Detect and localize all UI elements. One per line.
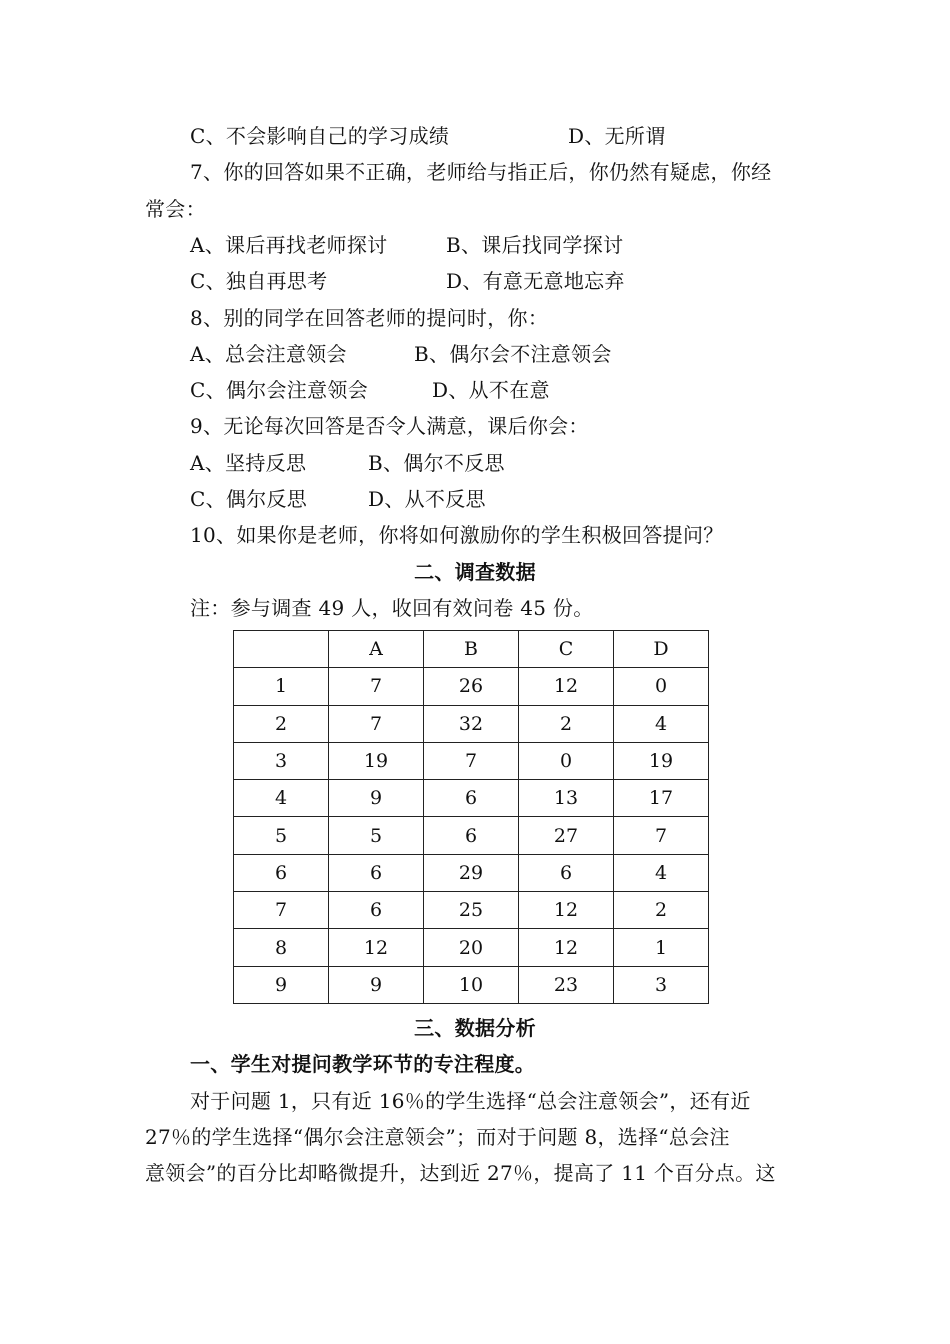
paragraph-line: 对于问题 1，只有近 16％的学生选择“总会注意领会”，还有近 xyxy=(190,1089,751,1113)
paragraph-line: 意领会”的百分比却略微提升，达到近 27％，提高了 11 个百分点。这 xyxy=(145,1161,776,1185)
table-cell: 6 xyxy=(329,854,424,891)
table-cell: 6 xyxy=(519,854,614,891)
table-cell: 9 xyxy=(329,780,424,817)
q7-option-c: C、独自再思考 xyxy=(190,269,328,293)
table-cell: 20 xyxy=(424,929,519,966)
table-row xyxy=(234,929,709,966)
table-cell: 32 xyxy=(424,705,519,742)
table-cell: 7 xyxy=(614,817,709,854)
table-cell: 1 xyxy=(234,668,329,705)
table-cell: 2 xyxy=(519,705,614,742)
table-cell: 6 xyxy=(234,854,329,891)
table-row xyxy=(234,705,709,742)
q6-option-c: C、不会影响自己的学习成绩 xyxy=(190,124,450,148)
table-cell: 27 xyxy=(519,817,614,854)
subsection-heading: 一、学生对提问教学环节的专注程度。 xyxy=(190,1052,536,1076)
table-cell: 4 xyxy=(234,780,329,817)
table-cell: 5 xyxy=(329,817,424,854)
table-row xyxy=(234,966,709,1003)
q9-option-c: C、偶尔反思 xyxy=(190,487,308,511)
section-2-title: 二、调查数据 xyxy=(414,560,536,584)
table-cell: 7 xyxy=(329,705,424,742)
table-cell: 29 xyxy=(424,854,519,891)
table-row xyxy=(234,742,709,779)
table-cell: 12 xyxy=(329,929,424,966)
survey-note: 注：参与调查 49 人，收回有效问卷 45 份。 xyxy=(190,596,594,620)
table-cell: 1 xyxy=(614,929,709,966)
q8-option-a: A、总会注意领会 xyxy=(190,342,347,366)
table-cell: 23 xyxy=(519,966,614,1003)
table-row xyxy=(234,668,709,705)
section-3-title: 三、数据分析 xyxy=(414,1016,536,1040)
paragraph-line: 27％的学生选择“偶尔会注意领会”；而对于问题 8，选择“总会注 xyxy=(145,1125,730,1149)
table-cell: 6 xyxy=(424,817,519,854)
q8-option-c: C、偶尔会注意领会 xyxy=(190,378,369,402)
table-cell: 7 xyxy=(424,742,519,779)
table-header-cell: A xyxy=(329,631,424,668)
q9-option-d: D、从不反思 xyxy=(368,487,486,511)
table-cell: 2 xyxy=(234,705,329,742)
table-cell: 19 xyxy=(614,742,709,779)
table-row xyxy=(234,780,709,817)
question-8: 8、别的同学在回答老师的提问时，你： xyxy=(190,306,549,330)
table-cell: 3 xyxy=(234,742,329,779)
table-cell: 12 xyxy=(519,668,614,705)
table-cell: 13 xyxy=(519,780,614,817)
question-10: 10、如果你是老师，你将如何激励你的学生积极回答提问？ xyxy=(190,523,724,547)
table-cell: 17 xyxy=(614,780,709,817)
question-7: 7、你的回答如果不正确，老师给与指正后，你仍然有疑虑，你经 xyxy=(190,160,772,184)
table-cell: 9 xyxy=(329,966,424,1003)
table-header-row xyxy=(234,631,709,668)
q9-option-a: A、坚持反思 xyxy=(190,451,307,475)
q6-option-d: D、无所谓 xyxy=(568,124,666,148)
question-7-cont: 常会： xyxy=(145,197,206,221)
table-cell: 25 xyxy=(424,892,519,929)
table-cell: 0 xyxy=(614,668,709,705)
table-header-cell: B xyxy=(424,631,519,668)
table-cell: 6 xyxy=(424,780,519,817)
q8-option-b: B、偶尔会不注意领会 xyxy=(414,342,612,366)
table-row xyxy=(234,892,709,929)
table-cell: 0 xyxy=(519,742,614,779)
table-row xyxy=(234,854,709,891)
q7-option-d: D、有意无意地忘弃 xyxy=(446,269,625,293)
table-cell: 6 xyxy=(329,892,424,929)
table-cell: 10 xyxy=(424,966,519,1003)
table-cell: 5 xyxy=(234,817,329,854)
q9-option-b: B、偶尔不反思 xyxy=(368,451,505,475)
table-cell: 12 xyxy=(519,929,614,966)
q7-option-a: A、课后再找老师探讨 xyxy=(190,233,388,257)
table-cell: 26 xyxy=(424,668,519,705)
table-header-cell: D xyxy=(614,631,709,668)
q8-option-d: D、从不在意 xyxy=(432,378,550,402)
question-9: 9、无论每次回答是否令人满意，课后你会： xyxy=(190,414,589,438)
table-row xyxy=(234,817,709,854)
q7-option-b: B、课后找同学探讨 xyxy=(446,233,624,257)
table-header-cell: C xyxy=(519,631,614,668)
table-cell: 4 xyxy=(614,854,709,891)
table-cell: 8 xyxy=(234,929,329,966)
table-header-cell xyxy=(234,631,329,668)
table-cell: 12 xyxy=(519,892,614,929)
table-cell: 19 xyxy=(329,742,424,779)
table-cell: 7 xyxy=(329,668,424,705)
table-cell: 7 xyxy=(234,892,329,929)
survey-data-table xyxy=(233,630,709,1004)
table-cell: 9 xyxy=(234,966,329,1003)
table-cell: 2 xyxy=(614,892,709,929)
table-cell: 4 xyxy=(614,705,709,742)
table-cell: 3 xyxy=(614,966,709,1003)
